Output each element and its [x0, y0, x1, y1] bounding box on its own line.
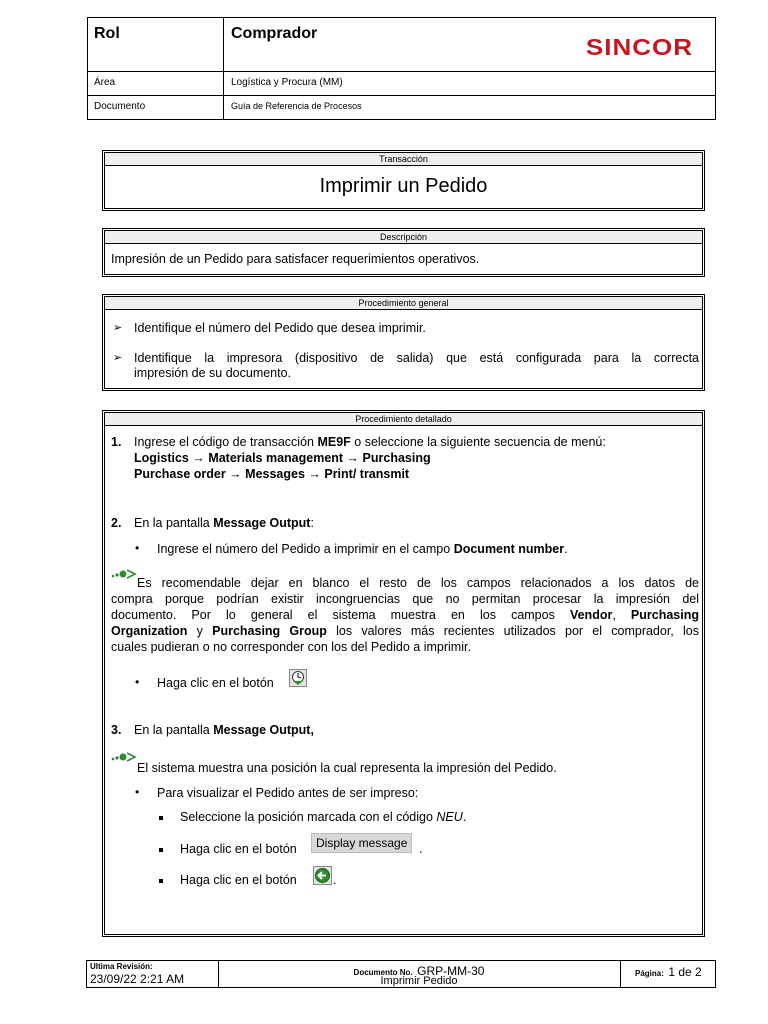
header-row-rol	[88, 18, 715, 72]
step-3-sub-3-end: .	[333, 873, 337, 887]
step-3-sub-1-a: Seleccione la posición marcada con el código	[180, 810, 437, 824]
note-1-line-3a: documento. Por lo general el sistema muestra en los campos	[111, 608, 570, 622]
note-pointer-icon	[111, 752, 137, 764]
bullet-icon: •	[135, 785, 140, 799]
purchasing-group-field: Purchasing Group	[212, 624, 327, 638]
bullet-icon: •	[135, 675, 140, 689]
revision-value: 23/09/22 2:21 AM	[90, 972, 185, 986]
general-bar: Procedimiento general	[105, 297, 702, 310]
header-table	[87, 17, 716, 120]
step-1-text	[134, 435, 606, 450]
revision-label: Ultima Revisión:	[90, 962, 153, 971]
general-item-2-line1: Identifique la impresora (dispositivo de salida) que está configurada para la correcta	[134, 351, 699, 365]
arrow-bullet-icon: ➢	[113, 322, 123, 334]
organization-field: Organization	[111, 624, 188, 638]
screen-name: Message Output	[213, 516, 311, 530]
note-1-line-3c: ,	[612, 608, 631, 622]
back-button-icon[interactable]	[313, 866, 332, 885]
print-button-icon[interactable]	[289, 669, 307, 687]
page-number	[635, 963, 702, 981]
rol-value: Comprador	[231, 25, 318, 42]
step-3-text-a: En la pantalla	[134, 723, 214, 737]
step-3-sub-1	[180, 810, 466, 825]
page-value: 1 de 2	[668, 965, 702, 979]
purchasing-field: Purchasing	[630, 608, 699, 622]
status-code: NEU	[436, 810, 463, 824]
description-box	[102, 228, 705, 277]
step-3-bullet: Para visualizar el Pedido antes de ser impreso:	[157, 786, 419, 800]
footer-divider	[620, 961, 621, 987]
description-text: Impresión de un Pedido para satisfacer requerimientos operativos.	[111, 252, 480, 266]
step-2-number: 2.	[111, 516, 122, 530]
general-procedure-box	[102, 294, 705, 391]
transaction-code: ME9F	[317, 435, 351, 449]
bullet-icon: •	[135, 541, 140, 555]
note-1-line-4	[111, 624, 699, 639]
step-3-text	[134, 723, 314, 738]
display-message-button[interactable]: Display message	[311, 833, 412, 853]
step-2-text-b: :	[310, 516, 314, 530]
step-3-sub-1-b: .	[462, 810, 467, 824]
page-title: Imprimir un Pedido	[319, 175, 488, 197]
detailed-bar: Procedimiento detallado	[105, 413, 702, 426]
docno-value: GRP-MM-30	[417, 964, 485, 978]
footer-doc-title: Imprimir Pedido	[380, 975, 458, 987]
step-3-sub-2: Haga clic en el botón	[180, 842, 297, 856]
detailed-procedure-box	[102, 410, 705, 937]
doc-value: Guía de Referencia de Procesos	[231, 101, 362, 111]
screen-name: Message Output,	[213, 723, 314, 737]
note-1-line-3	[111, 608, 699, 623]
docno-label: Documento No.	[353, 968, 413, 977]
step-2-bullet-b: .	[564, 542, 568, 556]
step-2-bullet-a: Ingrese el número del Pedido a imprimir en el campo	[157, 542, 454, 556]
area-value: Logística y Procura (MM)	[231, 77, 343, 88]
rol-label: Rol	[94, 25, 120, 42]
step-1-text-b: o seleccione la siguiente secuencia de menú:	[350, 435, 606, 449]
field-name: Document number	[453, 542, 565, 556]
step-2-bullet	[157, 542, 568, 557]
note-1-line-4d: los valores más recientes utilizados por el comprador, los	[326, 624, 699, 638]
menu-path-1: Logistics → Materials management → Purchasing	[134, 451, 431, 465]
step-1-number: 1.	[111, 435, 122, 449]
note-pointer-icon	[111, 569, 137, 581]
doc-label: Documento	[94, 101, 146, 112]
description-bar: Descripción	[105, 231, 702, 244]
step-2-text	[134, 516, 314, 531]
square-bullet-icon	[159, 848, 163, 852]
step-3-number: 3.	[111, 723, 122, 737]
square-bullet-icon	[159, 816, 163, 820]
area-label: Área	[94, 77, 116, 88]
arrow-bullet-icon: ➢	[113, 352, 123, 364]
step-1-text-a: Ingrese el código de transacción	[134, 435, 318, 449]
note-2-text: El sistema muestra una posición la cual representa la impresión del Pedido.	[137, 761, 557, 775]
note-1-line-1: Es recomendable dejar en blanco el resto de los campos relacionados a los datos de	[137, 576, 699, 590]
header-row-area	[88, 71, 715, 96]
general-item-2-line2: impresión de su documento.	[134, 366, 292, 380]
note-1-line-5: cuales pudieran o no corresponder con los del Pedido a imprimir.	[111, 640, 471, 654]
transaction-box	[102, 150, 705, 211]
sincor-logo: SINCOR	[585, 33, 693, 61]
step-2-text-a: En la pantalla	[134, 516, 214, 530]
page-label: Página:	[635, 969, 664, 978]
general-item-1: Identifique el número del Pedido que desea imprimir.	[134, 321, 426, 335]
menu-path-2: Purchase order → Messages → Print/ transmit	[134, 467, 410, 481]
step-3-sub-2-end: .	[419, 842, 423, 856]
transaction-bar: Transacción	[105, 153, 702, 166]
note-1-line-2: compra porque podrían existir incongruencias que no permitan procesar la impresión del	[111, 592, 699, 606]
step-3-sub-3: Haga clic en el botón	[180, 873, 297, 887]
step-2-click-text: Haga clic en el botón	[157, 676, 274, 690]
header-divider	[223, 18, 224, 119]
vendor-field: Vendor	[569, 608, 613, 622]
header-row-documento	[88, 95, 715, 120]
footer-table	[86, 960, 716, 988]
square-bullet-icon	[159, 879, 163, 883]
note-1-line-4b: y	[187, 624, 213, 638]
